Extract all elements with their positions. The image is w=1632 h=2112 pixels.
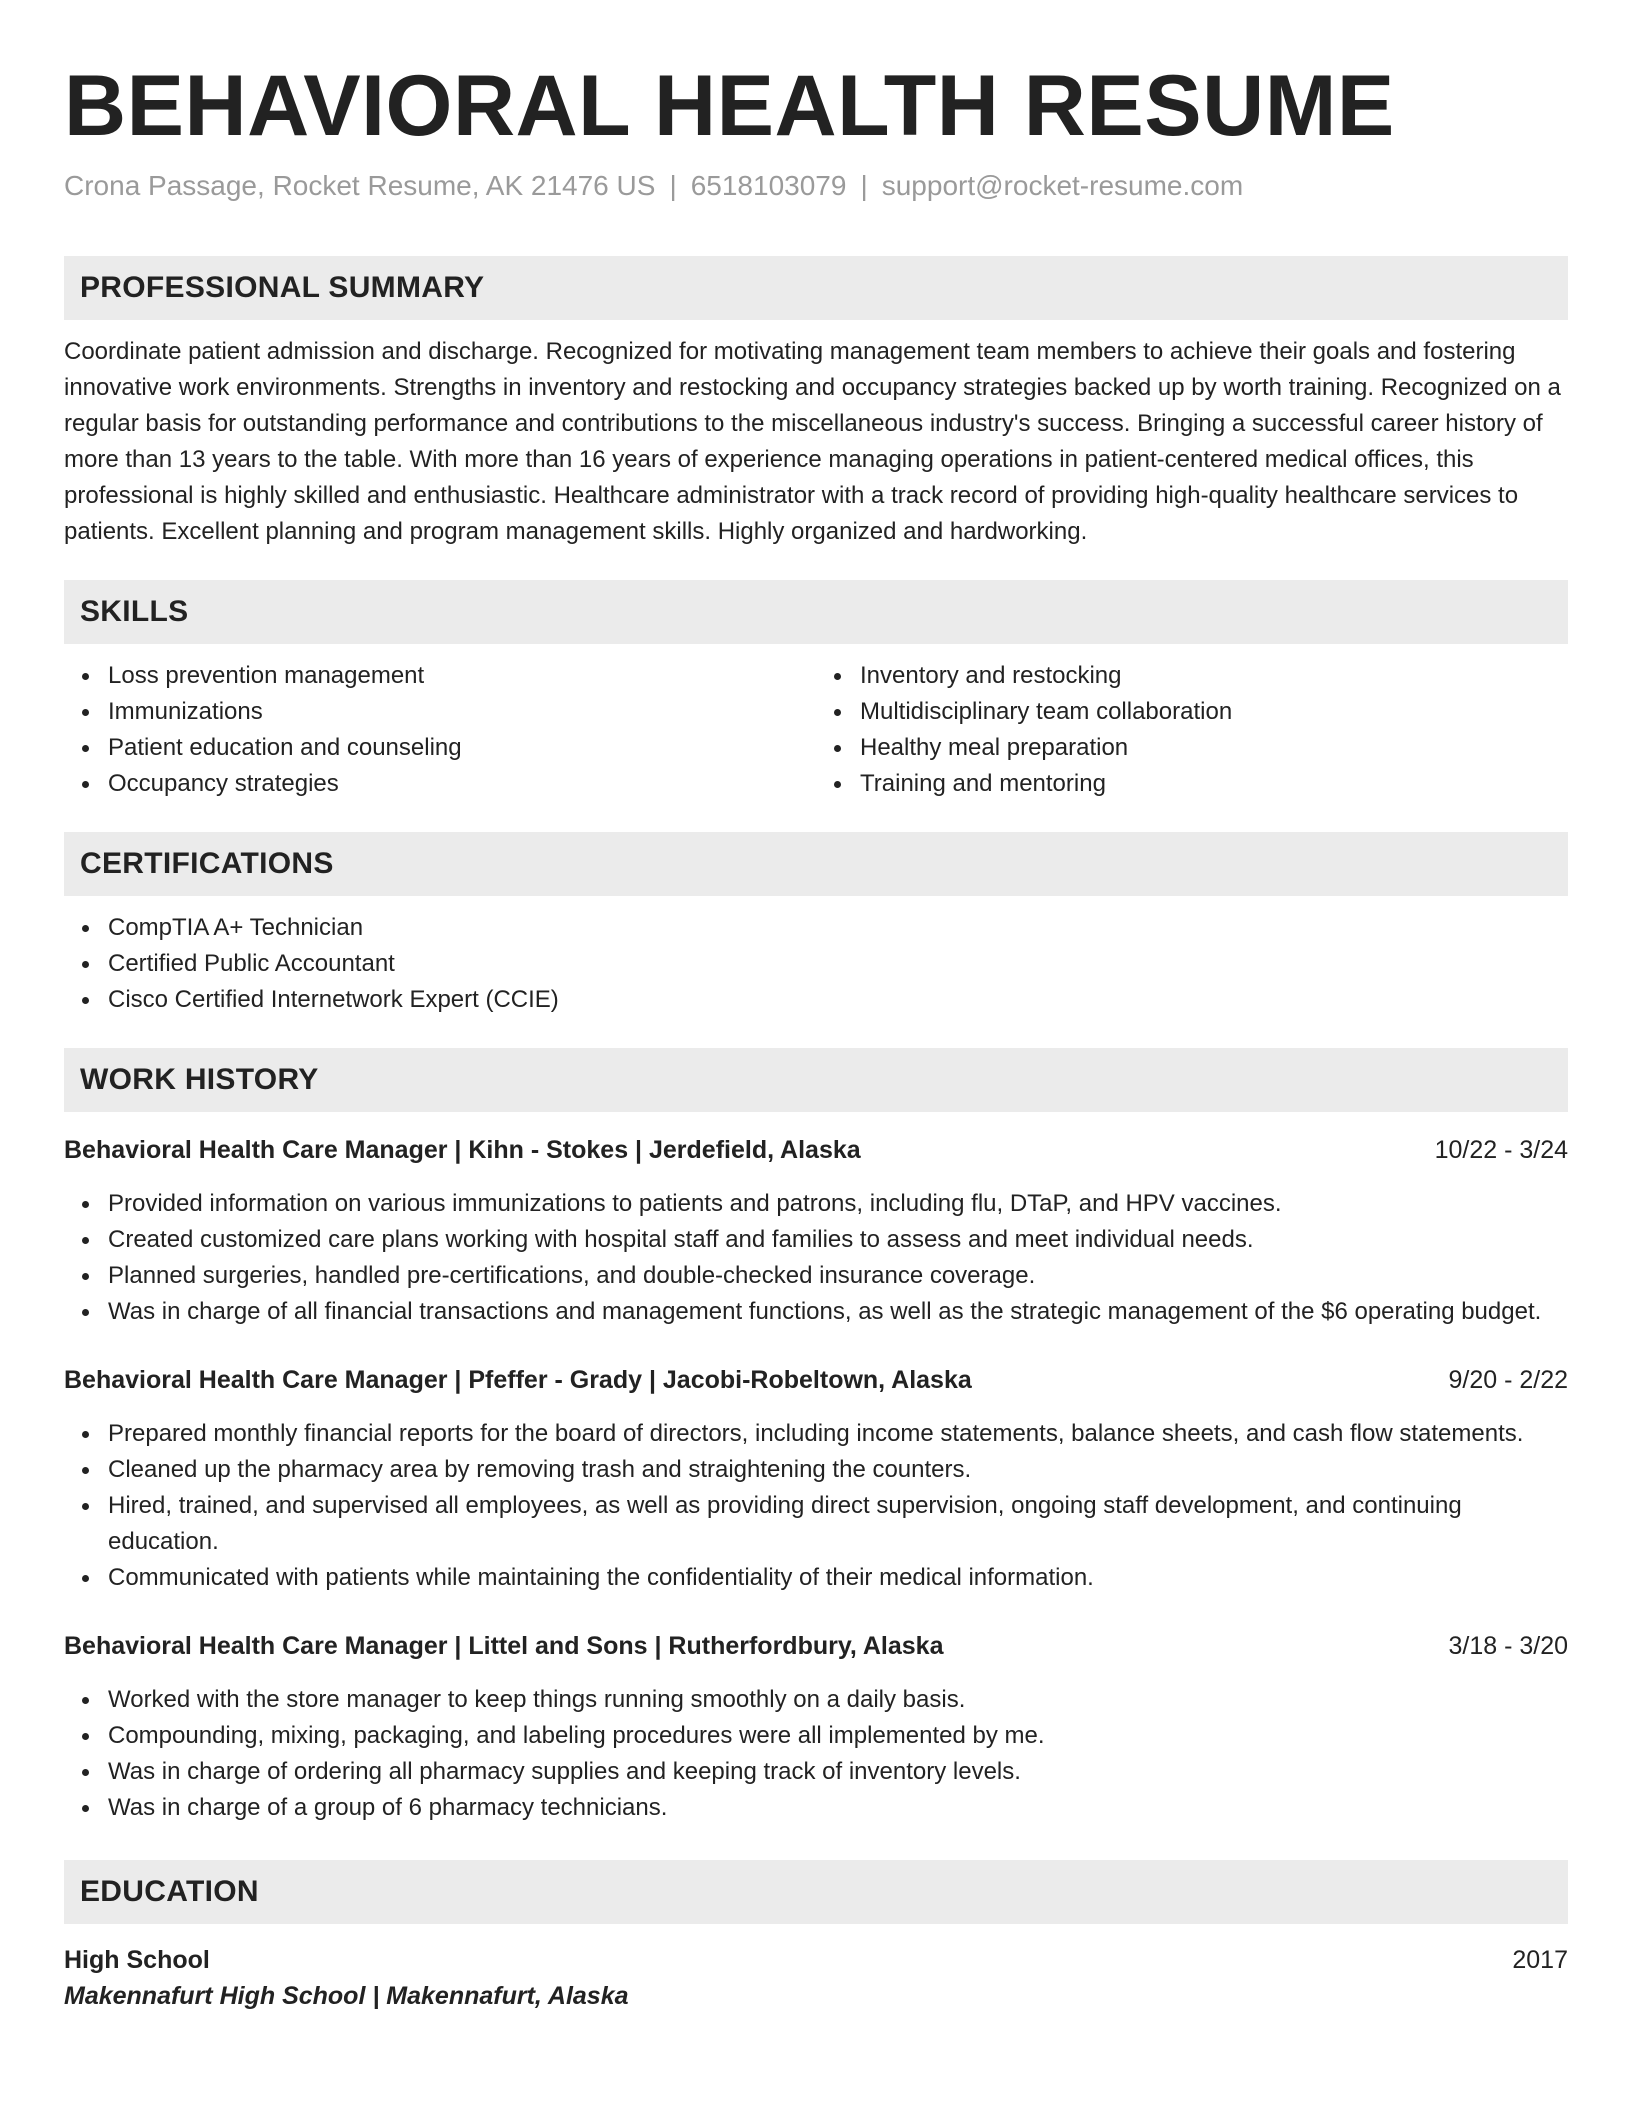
job-header <box>64 1628 1568 1664</box>
job-bullet: Hired, trained, and supervised all employees, as well as providing direct supervision, ongoing staff development, and continuing education. <box>108 1488 1568 1560</box>
job-bullet: Cleaned up the pharmacy area by removing trash and straightening the counters. <box>108 1452 1568 1488</box>
contact-line <box>64 168 1568 204</box>
job-title: Behavioral Health Care Manager | Littel and Sons | Rutherfordbury, Alaska <box>64 1632 944 1660</box>
skill-item: Loss prevention management <box>108 658 816 694</box>
job-dates: 10/22 - 3/24 <box>1434 1136 1568 1164</box>
skill-item: Healthy meal preparation <box>860 730 1568 766</box>
skill-item: Immunizations <box>108 694 816 730</box>
job-title: Behavioral Health Care Manager | Pfeffer - Grady | Jacobi-Robeltown, Alaska <box>64 1366 972 1394</box>
job-bullet: Was in charge of ordering all pharmacy supplies and keeping track of inventory levels. <box>108 1754 1568 1790</box>
resume-title: BEHAVIORAL HEALTH RESUME <box>64 58 1395 154</box>
contact-separator: | <box>669 170 677 201</box>
education-year: 2017 <box>1512 1946 1568 1974</box>
job-title: Behavioral Health Care Manager | Kihn - Stokes | Jerdefield, Alaska <box>64 1136 861 1164</box>
certifications-heading: CERTIFICATIONS <box>64 832 1568 896</box>
job-bullet: Communicated with patients while maintaining the confidentiality of their medical information. <box>108 1560 1568 1596</box>
job-entry <box>64 1628 1568 1826</box>
education-header <box>64 1942 1568 1978</box>
job-entry <box>64 1362 1568 1596</box>
job-bullet: Compounding, mixing, packaging, and labeling procedures were all implemented by me. <box>108 1718 1568 1754</box>
contact-separator: | <box>860 170 868 201</box>
skills-column-left <box>64 658 816 802</box>
skill-item: Inventory and restocking <box>860 658 1568 694</box>
job-bullet-list <box>64 1186 1568 1330</box>
certification-item: Certified Public Accountant <box>108 946 1568 982</box>
skill-item: Occupancy strategies <box>108 766 816 802</box>
contact-address: Crona Passage, Rocket Resume, AK 21476 US <box>64 170 656 201</box>
contact-email: support@rocket-resume.com <box>881 170 1244 201</box>
job-bullet: Planned surgeries, handled pre-certifications, and double-checked insurance coverage. <box>108 1258 1568 1294</box>
skill-item: Multidisciplinary team collaboration <box>860 694 1568 730</box>
skills-column-right <box>816 658 1568 802</box>
skills-heading: SKILLS <box>64 580 1568 644</box>
certifications-list <box>64 910 1568 1018</box>
job-header <box>64 1362 1568 1398</box>
skill-item: Patient education and counseling <box>108 730 816 766</box>
job-bullet: Was in charge of a group of 6 pharmacy technicians. <box>108 1790 1568 1826</box>
job-header <box>64 1132 1568 1168</box>
job-bullet: Created customized care plans working with hospital staff and families to assess and meet individual needs. <box>108 1222 1568 1258</box>
job-bullet: Provided information on various immunizations to patients and patrons, including flu, DTaP, and HPV vaccines. <box>108 1186 1568 1222</box>
skills-grid <box>64 658 1568 802</box>
job-dates: 9/20 - 2/22 <box>1448 1366 1568 1394</box>
summary-text: Coordinate patient admission and discharge. Recognized for motivating management team members to achieve their goals and fostering innovative work environments. Strengths in inventory and restocking and occupancy strategies backed up by worth training. Recognized on a regular basis for outstanding performance and contributions to the miscellaneous industry's success. Bringing a successful career history of more than 13 years to the table. With more than 16 years of experience managing operations in patient-centered medical offices, this professional is highly skilled and enthusiastic. Healthcare administrator with a track record of providing high-quality healthcare services to patients. Excellent planning and program management skills. Highly organized and hardworking. <box>64 338 1561 545</box>
job-bullet: Was in charge of all financial transactions and management functions, as well as the strategic management of the $6 operating budget. <box>108 1294 1568 1330</box>
certification-item: CompTIA A+ Technician <box>108 910 1568 946</box>
job-bullet: Worked with the store manager to keep things running smoothly on a daily basis. <box>108 1682 1568 1718</box>
contact-phone: 6518103079 <box>690 170 847 201</box>
job-bullet-list <box>64 1682 1568 1826</box>
job-bullet-list <box>64 1416 1568 1596</box>
job-entry <box>64 1132 1568 1330</box>
summary-heading: PROFESSIONAL SUMMARY <box>64 256 1568 320</box>
work-history-heading: WORK HISTORY <box>64 1048 1568 1112</box>
skill-item: Training and mentoring <box>860 766 1568 802</box>
certification-item: Cisco Certified Internetwork Expert (CCIE) <box>108 982 1568 1018</box>
education-school: Makennafurt High School | Makennafurt, Alaska <box>64 1982 629 2010</box>
job-bullet: Prepared monthly financial reports for the board of directors, including income statements, balance sheets, and cash flow statements. <box>108 1416 1568 1452</box>
education-heading: EDUCATION <box>64 1860 1568 1924</box>
education-degree: High School <box>64 1946 210 1974</box>
job-dates: 3/18 - 3/20 <box>1448 1632 1568 1660</box>
